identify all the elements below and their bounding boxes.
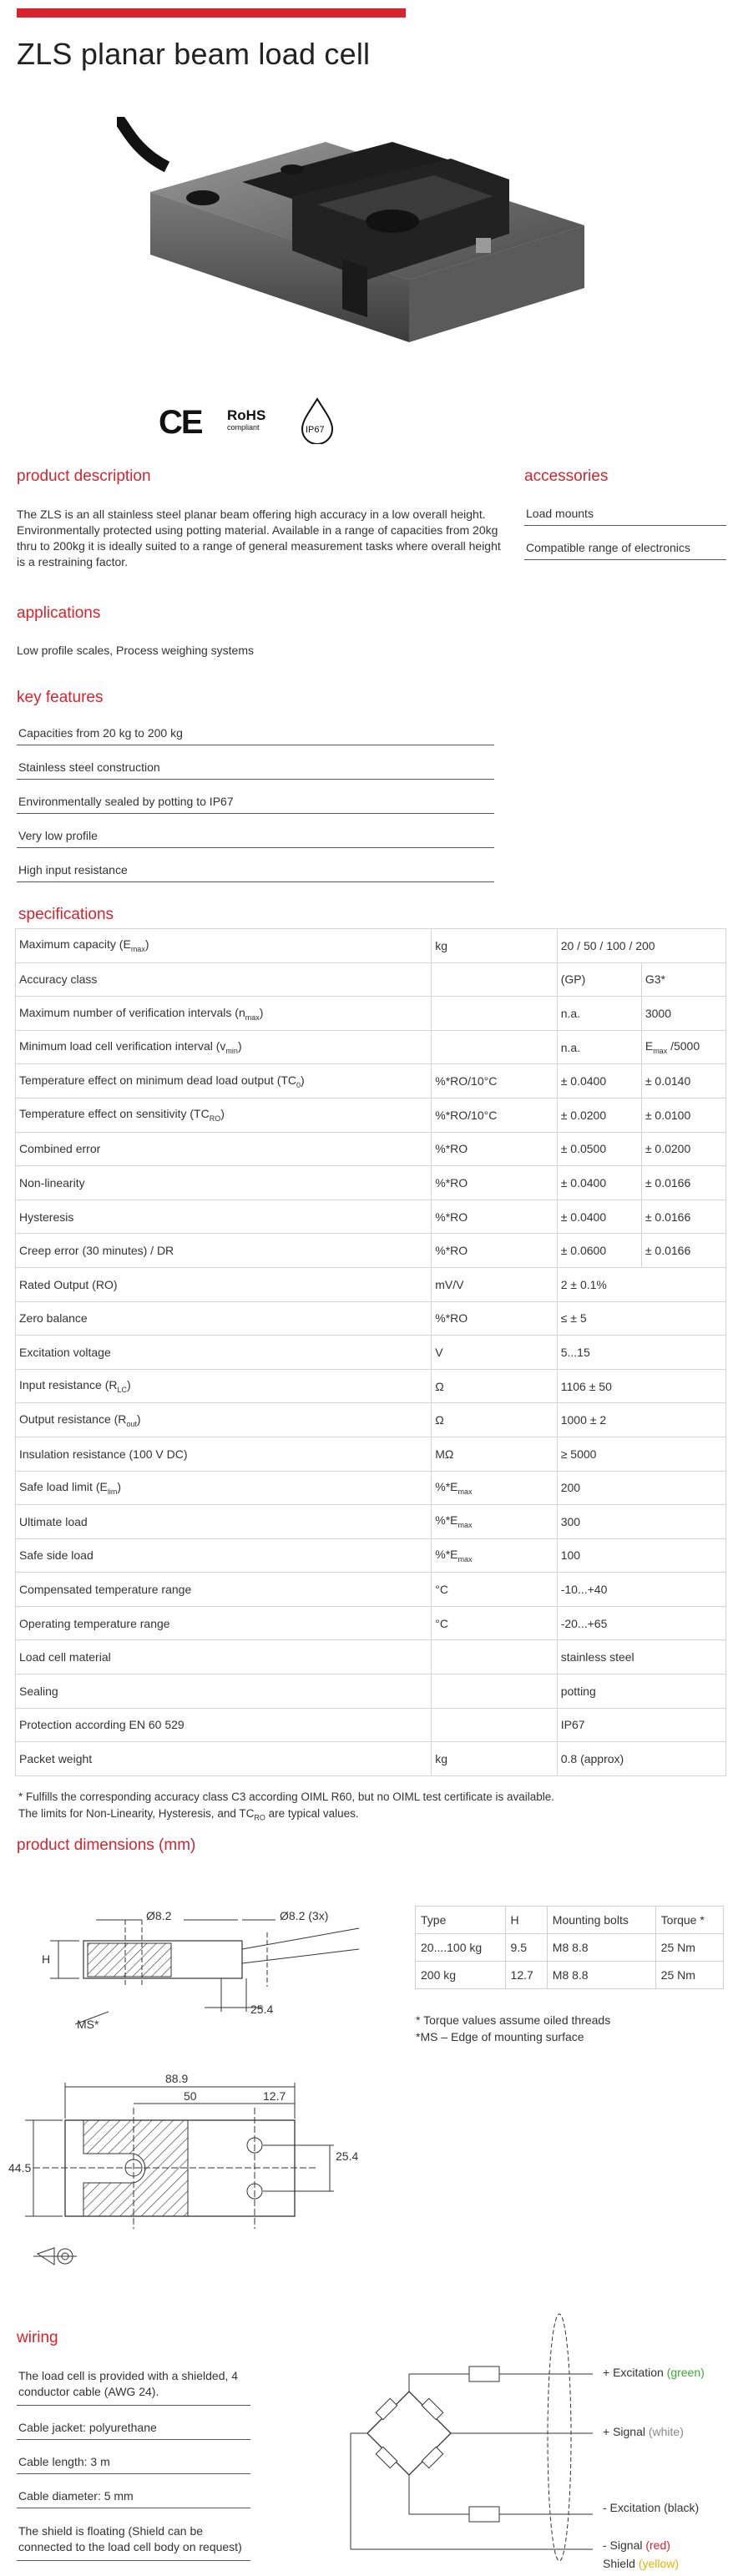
table-row xyxy=(16,962,726,997)
spec-value: ± 0.0400 xyxy=(557,1064,641,1099)
spec-parameter: Operating temperature range xyxy=(16,1606,432,1640)
applications-heading: applications xyxy=(17,604,101,622)
wiring-item: Cable length: 3 m xyxy=(17,2455,250,2474)
mounting-surface-label: MS* xyxy=(77,2018,99,2031)
spec-value: -10...+40 xyxy=(557,1573,725,1607)
table-cell: 12.7 xyxy=(505,1962,547,1989)
table-row xyxy=(16,929,726,963)
feature-item: Capacities from 20 kg to 200 kg xyxy=(17,726,494,745)
table-row xyxy=(16,1437,726,1471)
table-row xyxy=(16,1640,726,1674)
spec-unit: MΩ xyxy=(432,1437,557,1471)
spec-unit: %*RO/10°C xyxy=(432,1098,557,1132)
spec-value: 0.8 (approx) xyxy=(557,1742,725,1776)
spec-unit: $\%*E_{max}$ xyxy=(432,1471,557,1505)
feature-item: Environmentally sealed by potting to IP67 xyxy=(17,795,494,814)
column-header: Mounting bolts xyxy=(547,1907,655,1934)
spec-value: stainless steel xyxy=(557,1640,725,1674)
column-header: H xyxy=(505,1907,547,1934)
spec-value-class: ± 0.0166 xyxy=(641,1200,725,1234)
spec-unit xyxy=(432,962,557,997)
spec-unit xyxy=(432,1708,557,1742)
spec-value-class: G3* xyxy=(641,962,725,997)
wiring-item: The shield is floating (Shield can be connected to the load cell body on request) xyxy=(17,2523,250,2561)
table-row xyxy=(16,1030,726,1064)
overall-length-label: 88.9 xyxy=(165,2072,189,2085)
table-header-row xyxy=(416,1907,724,1934)
spec-parameter: Insulation resistance (100 V DC) xyxy=(16,1437,432,1471)
table-row xyxy=(16,1336,726,1370)
spec-value: 200 xyxy=(557,1471,725,1505)
accessories-list xyxy=(524,507,726,575)
width-label: 44.5 xyxy=(8,2161,32,2174)
wire-label: + Excitation (green) xyxy=(603,2366,705,2379)
spec-unit: mV/V xyxy=(432,1267,557,1301)
spec-value: ± 0.0200 xyxy=(557,1098,641,1132)
footnote-line: * Fulfills the corresponding accuracy class C3 according OIML R60, but no OIML test certificate is available. xyxy=(18,1791,555,1803)
table-row xyxy=(16,997,726,1031)
table-cell: M8 8.8 xyxy=(547,1934,655,1962)
spec-unit: °C xyxy=(432,1573,557,1607)
spec-value: ≥ 5000 xyxy=(557,1437,725,1471)
spec-value: potting xyxy=(557,1674,725,1709)
dimensions-table xyxy=(415,1906,724,1989)
spec-value: ± 0.0400 xyxy=(557,1166,641,1200)
spec-unit: %*RO xyxy=(432,1166,557,1200)
wiring-item: Cable jacket: polyurethane xyxy=(17,2421,250,2440)
feature-item: Very low profile xyxy=(17,829,494,848)
spec-value: 1000 ± 2 xyxy=(557,1403,725,1437)
accessory-item: Compatible range of electronics xyxy=(524,541,726,560)
spec-value: 300 xyxy=(557,1505,725,1539)
water-drop-icon xyxy=(299,397,336,444)
wiring-item: Cable diameter: 5 mm xyxy=(17,2489,250,2508)
spec-value: -20...+65 xyxy=(557,1606,725,1640)
spec-parameter: Minimum load cell verification interval $(v_{min})$ xyxy=(16,1030,432,1064)
product-description-heading: product description xyxy=(17,467,151,485)
ip67-mark: IP67 xyxy=(306,425,325,435)
spec-value: n.a. xyxy=(557,1030,641,1064)
spec-parameter: Non-linearity xyxy=(16,1166,432,1200)
wire-label: Shield (yellow) xyxy=(603,2557,680,2570)
load-cell-product-image xyxy=(117,117,601,426)
wiring-heading: wiring xyxy=(17,2329,58,2346)
spec-value: ≤ ± 5 xyxy=(557,1301,725,1336)
torque-note: * Torque values assume oiled threads xyxy=(416,2013,611,2027)
feature-item: High input resistance xyxy=(17,863,494,882)
hole-spacing-label: 25.4 xyxy=(336,2149,359,2163)
applications-text: Low profile scales, Process weighing systems xyxy=(17,644,255,657)
spec-value-class: ± 0.0140 xyxy=(641,1064,725,1099)
table-cell: 25 Nm xyxy=(655,1962,723,1989)
table-row xyxy=(16,1064,726,1099)
table-row xyxy=(16,1267,726,1301)
table-row xyxy=(16,1606,726,1640)
wire-label: - Excitation (black) xyxy=(603,2501,700,2514)
product-dimensions-heading: product dimensions (mm) xyxy=(17,1836,196,1854)
spec-parameter: Safe side load xyxy=(16,1538,432,1573)
height-label: H xyxy=(42,1952,51,1966)
spec-parameter: Load cell material xyxy=(16,1640,432,1674)
table-row xyxy=(16,1301,726,1336)
table-row xyxy=(416,1962,724,1989)
spec-unit: %*RO xyxy=(432,1200,557,1234)
hole-diameter-label: Ø8.2 xyxy=(146,1909,172,1922)
spec-value: ± 0.0600 xyxy=(557,1234,641,1268)
table-row xyxy=(16,1573,726,1607)
dimension-notes xyxy=(416,2012,610,2045)
table-cell: 20....100 kg xyxy=(416,1934,506,1962)
spec-unit: Ω xyxy=(432,1403,557,1437)
wiring-item: The load cell is provided with a shielded, 4 conductor cable (AWG 24). xyxy=(17,2368,250,2406)
spec-parameter: Ultimate load xyxy=(16,1505,432,1539)
spec-parameter: Sealing xyxy=(16,1674,432,1709)
spec-unit: °C xyxy=(432,1606,557,1640)
column-header: Torque * xyxy=(655,1907,723,1934)
spec-unit: %*RO/10°C xyxy=(432,1064,557,1099)
spec-value: 1106 ± 50 xyxy=(557,1369,725,1403)
table-cell: 200 kg xyxy=(416,1962,506,1989)
spec-parameter: Rated Output (RO) xyxy=(16,1267,432,1301)
spec-parameter: Combined error xyxy=(16,1132,432,1166)
spec-unit: %*RO xyxy=(432,1132,557,1166)
spec-value-class: ± 0.0100 xyxy=(641,1098,725,1132)
product-description-text: The ZLS is an all stainless steel planar beam offering high accuracy in a low overall height. Environmentally protected using potting material. Available in a range of capacities from 20kg thru to 200kg it is ideally suited to a range of general measurement tasks where overall height is a restraining factor. xyxy=(17,508,501,568)
spec-value-class: ± 0.0166 xyxy=(641,1234,725,1268)
spec-value: ± 0.0400 xyxy=(557,1200,641,1234)
table-row xyxy=(16,1708,726,1742)
spec-parameter: Output resistance $(R_{out})$ xyxy=(16,1403,432,1437)
wire-label: - Signal (red) xyxy=(603,2538,670,2552)
spec-parameter: Temperature effect on minimum dead load output $(TC_0)$ xyxy=(16,1064,432,1099)
table-row xyxy=(16,1166,726,1200)
spec-value: (GP) xyxy=(557,962,641,997)
column-header: Type xyxy=(416,1907,506,1934)
mounting-surface-note: *MS – Edge of mounting surface xyxy=(416,2030,584,2043)
wiring-bridge-diagram xyxy=(317,2304,593,2572)
spec-unit xyxy=(432,1674,557,1709)
table-row xyxy=(16,1538,726,1573)
spec-unit xyxy=(432,1030,557,1064)
edge-offset-label: 12.7 xyxy=(263,2089,286,2103)
spec-parameter: Zero balance xyxy=(16,1301,432,1336)
spec-unit: V xyxy=(432,1336,557,1370)
spec-unit: kg xyxy=(432,929,557,963)
accessory-item: Load mounts xyxy=(524,507,726,526)
accessories-heading: accessories xyxy=(524,467,609,485)
ce-mark: CE xyxy=(159,404,202,441)
spec-value: 100 xyxy=(557,1538,725,1573)
table-row xyxy=(416,1934,724,1962)
specifications-table xyxy=(15,928,726,1776)
spec-value: 5...15 xyxy=(557,1336,725,1370)
spec-unit xyxy=(432,1640,557,1674)
table-row xyxy=(16,1234,726,1268)
rohs-mark: RoHS xyxy=(227,407,266,423)
spec-value-class: 3000 xyxy=(641,997,725,1031)
wire-label: + Signal (white) xyxy=(603,2425,684,2438)
spec-parameter: Maximum capacity $(E_{max})$ xyxy=(16,929,432,963)
brand-accent-bar xyxy=(17,8,406,18)
spec-unit: Ω xyxy=(432,1369,557,1403)
spec-parameter: Input resistance $(R_{LC})$ xyxy=(16,1369,432,1403)
specifications-heading: specifications xyxy=(18,906,114,923)
hole-centre-label: 50 xyxy=(184,2089,197,2103)
spec-value: IP67 xyxy=(557,1708,725,1742)
spec-value: ± 0.0500 xyxy=(557,1132,641,1166)
spec-unit xyxy=(432,997,557,1031)
spec-value: n.a. xyxy=(557,997,641,1031)
spec-unit: $\%*E_{max}$ xyxy=(432,1538,557,1573)
table-row xyxy=(16,1505,726,1539)
table-row xyxy=(16,1742,726,1776)
table-row xyxy=(16,1098,726,1132)
table-row xyxy=(16,1403,726,1437)
spec-parameter: Accuracy class xyxy=(16,962,432,997)
table-row xyxy=(16,1200,726,1234)
spec-value: 20 / 50 / 100 / 200 xyxy=(557,929,725,963)
table-row xyxy=(16,1471,726,1505)
spec-parameter: Maximum number of verification intervals $(n_{max})$ xyxy=(16,997,432,1031)
spec-parameter: Excitation voltage xyxy=(16,1336,432,1370)
spec-value: 2 ± 0.1% xyxy=(557,1267,725,1301)
key-features-list xyxy=(17,726,494,897)
holes-diameter-label: Ø8.2 (3x) xyxy=(280,1909,329,1922)
table-cell: M8 8.8 xyxy=(547,1962,655,1989)
page-title: ZLS planar beam load cell xyxy=(17,37,371,71)
spec-unit: %*RO xyxy=(432,1301,557,1336)
certification-marks xyxy=(150,397,351,444)
spec-unit: %*RO xyxy=(432,1234,557,1268)
spec-parameter: Creep error (30 minutes) / DR xyxy=(16,1234,432,1268)
side-view-drawing xyxy=(25,1895,376,2037)
table-row xyxy=(16,1674,726,1709)
feature-item: Stainless steel construction xyxy=(17,760,494,780)
spec-value-class: $E_{max}$ /5000 xyxy=(641,1030,725,1064)
spec-parameter: Safe load limit $(E_{lim})$ xyxy=(16,1471,432,1505)
spec-unit: kg xyxy=(432,1742,557,1776)
spec-parameter: Temperature effect on sensitivity $(TC_{RO})$ xyxy=(16,1098,432,1132)
table-cell: 9.5 xyxy=(505,1934,547,1962)
spec-parameter: Hysteresis xyxy=(16,1200,432,1234)
key-features-heading: key features xyxy=(17,689,104,706)
spec-value-class: ± 0.0200 xyxy=(641,1132,725,1166)
hole-spacing-label: 25.4 xyxy=(250,2003,274,2016)
spec-parameter: Protection according EN 60 529 xyxy=(16,1708,432,1742)
spec-unit: $\%*E_{max}$ xyxy=(432,1505,557,1539)
top-view-drawing xyxy=(8,2062,376,2279)
specifications-footnote xyxy=(18,1789,554,1826)
table-cell: 25 Nm xyxy=(655,1934,723,1962)
projection-symbol-icon xyxy=(33,2248,77,2265)
spec-value-class: ± 0.0166 xyxy=(641,1166,725,1200)
footnote-line: The limits for Non-Linearity, Hysteresis, and $TC_{RO}$ are typical values. xyxy=(18,1807,359,1822)
table-row xyxy=(16,1369,726,1403)
table-row xyxy=(16,1132,726,1166)
spec-parameter: Packet weight xyxy=(16,1742,432,1776)
wiring-list xyxy=(17,2368,250,2576)
rohs-compliant-label: compliant xyxy=(227,423,260,432)
spec-parameter: Compensated temperature range xyxy=(16,1573,432,1607)
